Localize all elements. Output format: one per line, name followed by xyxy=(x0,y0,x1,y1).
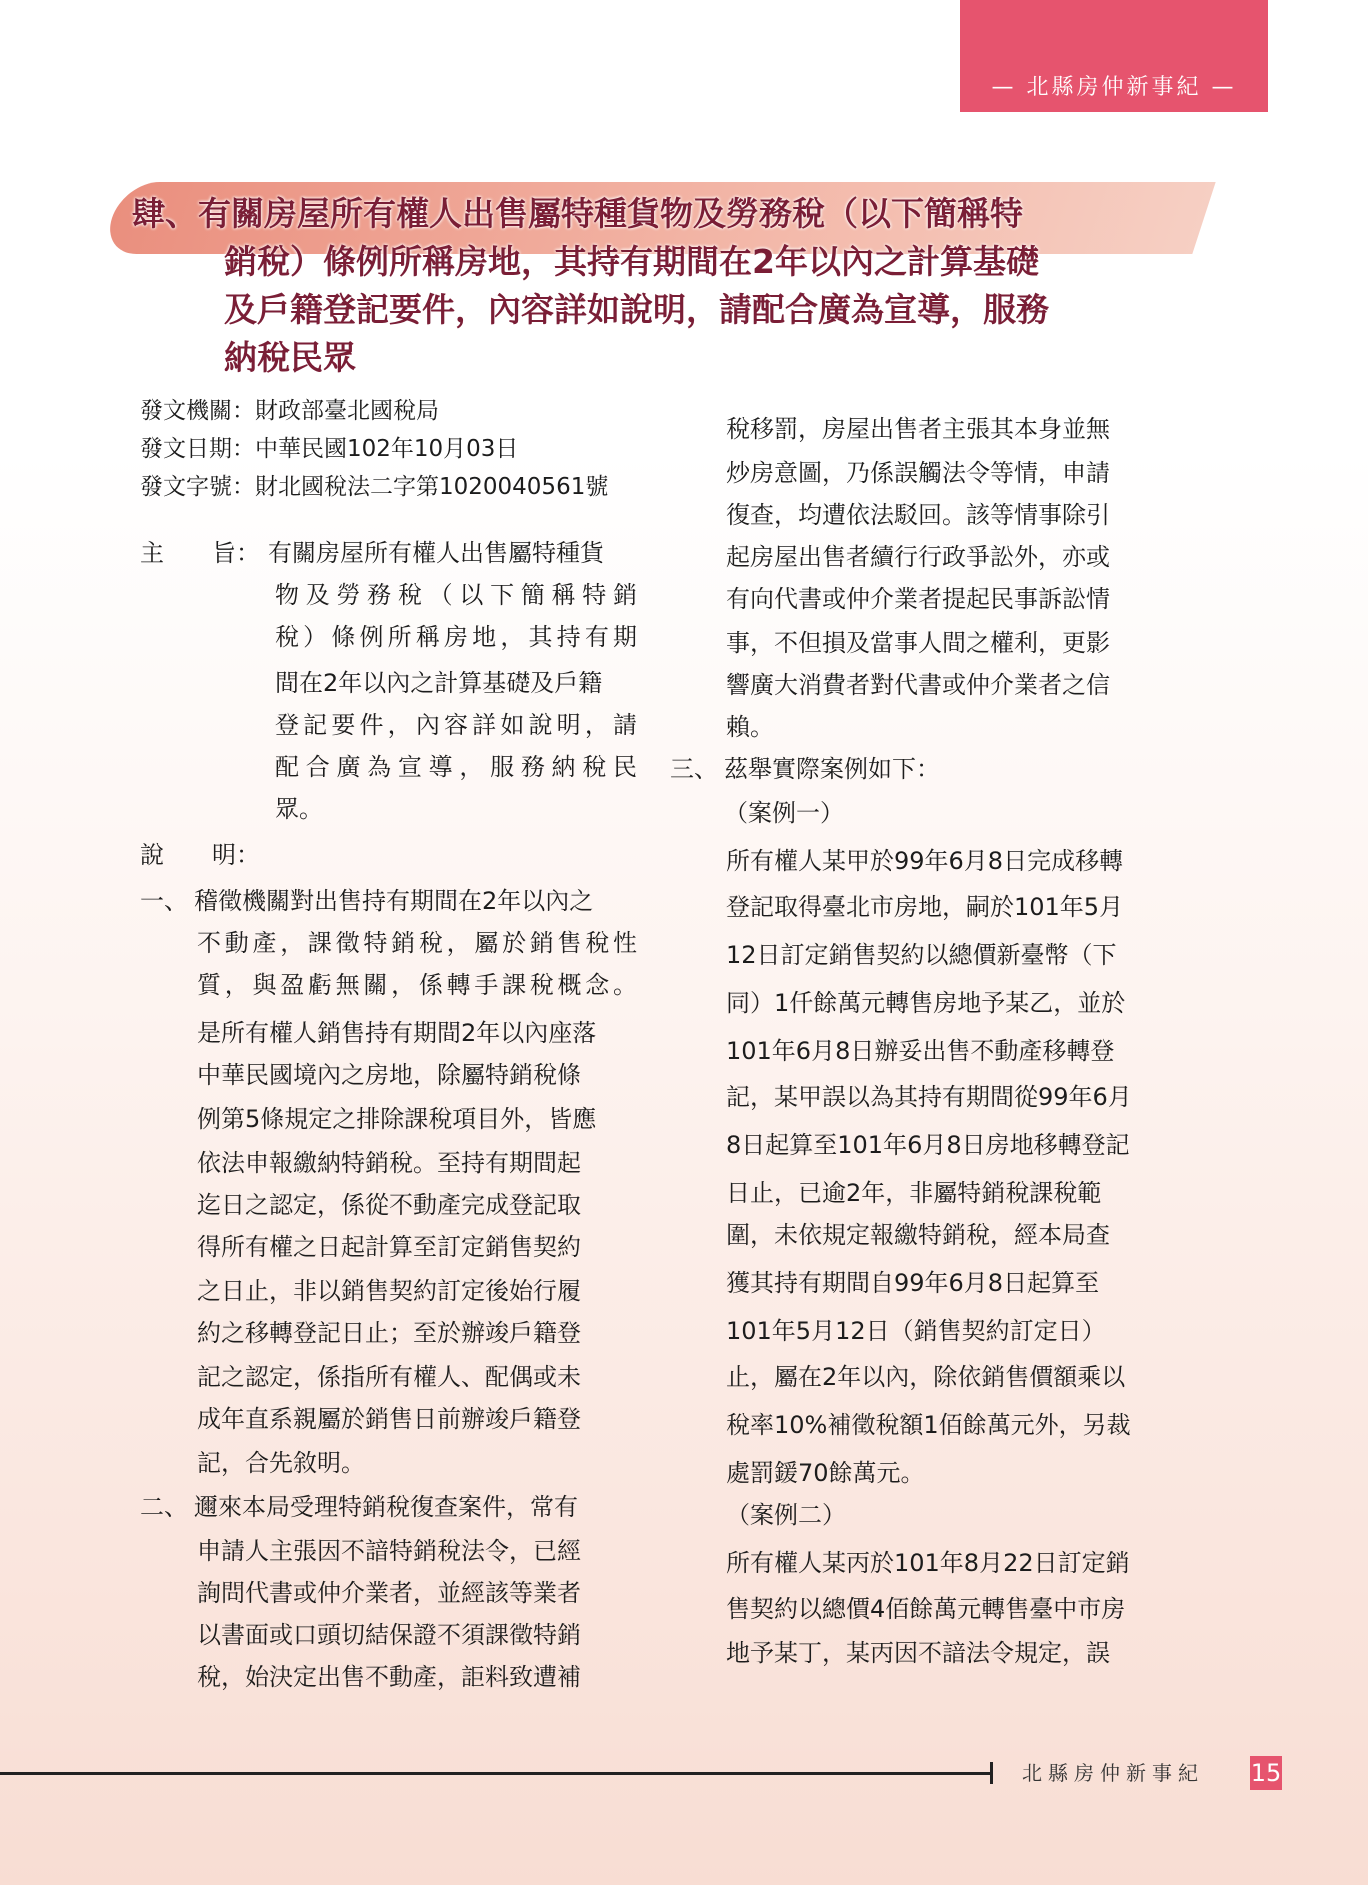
item1-line: 得所有權之日起計算至訂定銷售契約 xyxy=(197,1233,581,1261)
item-marker: 一、 xyxy=(140,887,188,915)
item1-line: 依法申報繳納特銷稅。至持有期間起 xyxy=(197,1149,581,1177)
case1-line: 101年6月8日辦妥出售不動產移轉登 xyxy=(726,1037,1115,1065)
item2-continuation-line: 響廣大消費者對代書或仲介業者之信 xyxy=(726,671,1110,699)
title-line: 銷稅）條例所稱房地，其持有期間在2年以內之計算基礎 xyxy=(224,242,1039,281)
case1-label: （案例一） xyxy=(724,799,844,827)
subject-line: 有關房屋所有權人出售屬特種貨 xyxy=(268,539,604,567)
subject-line: 眾。 xyxy=(275,795,323,823)
title-line: 肆、有關房屋所有權人出售屬特種貨物及勞務稅（以下簡稱特 xyxy=(132,194,1023,233)
case1-line: 登記取得臺北市房地，嗣於101年5月 xyxy=(726,893,1124,921)
item2-line: 邇來本局受理特銷稅復查案件，常有 xyxy=(194,1493,578,1521)
subject-label: 主 旨： xyxy=(140,539,260,567)
footer-rule xyxy=(0,1772,992,1775)
case2-line: 地予某丁，某丙因不諳法令規定，誤 xyxy=(726,1639,1110,1667)
item2-line: 稅，始決定出售不動產，詎料致遭補 xyxy=(197,1663,581,1691)
item1-line: 例第5條規定之排除課稅項目外，皆應 xyxy=(197,1105,597,1133)
item1-line: 迄日之認定，係從不動產完成登記取 xyxy=(197,1191,581,1219)
case1-line: 獲其持有期間自99年6月8日起算至 xyxy=(726,1269,1100,1297)
item2-line: 以書面或口頭切結保證不須課徵特銷 xyxy=(197,1621,581,1649)
document-number: 發文字號：財北國稅法二字第1020040561號 xyxy=(140,474,609,500)
footer-label: 北縣房仲新事紀 xyxy=(1022,1761,1204,1785)
case1-line: 所有權人某甲於99年6月8日完成移轉 xyxy=(726,847,1124,875)
item2-continuation-line: 炒房意圖，乃係誤觸法令等情，申請 xyxy=(726,459,1110,487)
item-marker: 三、 xyxy=(670,755,718,783)
case1-line: 處罰鍰70餘萬元。 xyxy=(726,1459,925,1487)
item1-line: 不動產，課徵特銷稅，屬於銷售稅性 xyxy=(197,929,637,957)
item1-line: 是所有權人銷售持有期間2年以內座落 xyxy=(197,1019,597,1047)
case2-label: （案例二） xyxy=(726,1501,846,1529)
subject-line: 配合廣為宣導，服務納稅民 xyxy=(275,753,637,781)
item1-line: 成年直系親屬於銷售日前辦竣戶籍登 xyxy=(197,1405,581,1433)
subject-line: 物及勞務稅（以下簡稱特銷 xyxy=(275,581,637,609)
case1-line: 圍，未依規定報繳特銷稅，經本局查 xyxy=(726,1221,1110,1249)
case1-line: 12日訂定銷售契約以總價新臺幣（下 xyxy=(726,941,1117,969)
item1-line: 質，與盈虧無關，係轉手課稅概念。 xyxy=(197,971,637,999)
title-line: 及戶籍登記要件，內容詳如說明，請配合廣為宣導，服務 xyxy=(224,290,1049,329)
item1-line: 記之認定，係指所有權人、配偶或未 xyxy=(197,1363,581,1391)
issue-date: 發文日期：中華民國102年10月03日 xyxy=(140,436,519,462)
case1-line: 8日起算至101年6月8日房地移轉登記 xyxy=(726,1131,1130,1159)
item2-line: 詢問代書或仲介業者，並經該等業者 xyxy=(197,1579,581,1607)
item1-line: 中華民國境內之房地，除屬特銷稅條 xyxy=(197,1061,581,1089)
case1-line: 記，某甲誤以為其持有期間從99年6月 xyxy=(726,1083,1132,1111)
case2-line: 所有權人某丙於101年8月22日訂定銷 xyxy=(726,1549,1130,1577)
item2-continuation-line: 賴。 xyxy=(726,713,774,741)
case1-line: 101年5月12日（銷售契約訂定日） xyxy=(726,1317,1106,1345)
header-tab-label: — 北縣房仲新事紀 — xyxy=(991,75,1237,100)
item1-line: 記，合先敘明。 xyxy=(197,1449,365,1477)
item1-line: 稽徵機關對出售持有期間在2年以內之 xyxy=(194,887,594,915)
explanation-label: 說 明： xyxy=(140,841,260,869)
item2-continuation-line: 稅移罰，房屋出售者主張其本身並無 xyxy=(726,415,1110,443)
item-marker: 二、 xyxy=(140,1493,188,1521)
item2-line: 申請人主張因不諳特銷稅法令，已經 xyxy=(197,1537,581,1565)
item3-heading: 茲舉實際案例如下： xyxy=(724,755,940,783)
subject-line: 登記要件，內容詳如說明，請 xyxy=(275,711,637,739)
case1-line: 日止，已逾2年，非屬特銷稅課稅範 xyxy=(726,1179,1102,1207)
footer-rule-tick xyxy=(990,1762,993,1784)
item2-continuation-line: 事，不但損及當事人間之權利，更影 xyxy=(726,629,1110,657)
item1-line: 約之移轉登記日止；至於辦竣戶籍登 xyxy=(197,1319,581,1347)
item1-line: 之日止，非以銷售契約訂定後始行履 xyxy=(197,1277,581,1305)
subject-line: 稅）條例所稱房地，其持有期 xyxy=(275,623,637,651)
title-line: 納稅民眾 xyxy=(224,338,356,377)
subject-line: 間在2年以內之計算基礎及戶籍 xyxy=(275,669,603,697)
case1-line: 同）1仟餘萬元轉售房地予某乙，並於 xyxy=(726,989,1126,1017)
issuing-agency: 發文機關：財政部臺北國稅局 xyxy=(140,398,439,424)
case2-line: 售契約以總價4佰餘萬元轉售臺中市房 xyxy=(726,1595,1126,1623)
page-number: 15 xyxy=(1250,1756,1282,1790)
item2-continuation-line: 復查，均遭依法駁回。該等情事除引 xyxy=(726,501,1110,529)
case1-line: 稅率10%補徵稅額1佰餘萬元外，另裁 xyxy=(726,1411,1131,1439)
item2-continuation-line: 有向代書或仲介業者提起民事訴訟情 xyxy=(726,585,1110,613)
item2-continuation-line: 起房屋出售者續行行政爭訟外，亦或 xyxy=(726,543,1110,571)
header-tab xyxy=(960,0,1268,112)
case1-line: 止，屬在2年以內，除依銷售價額乘以 xyxy=(726,1363,1126,1391)
